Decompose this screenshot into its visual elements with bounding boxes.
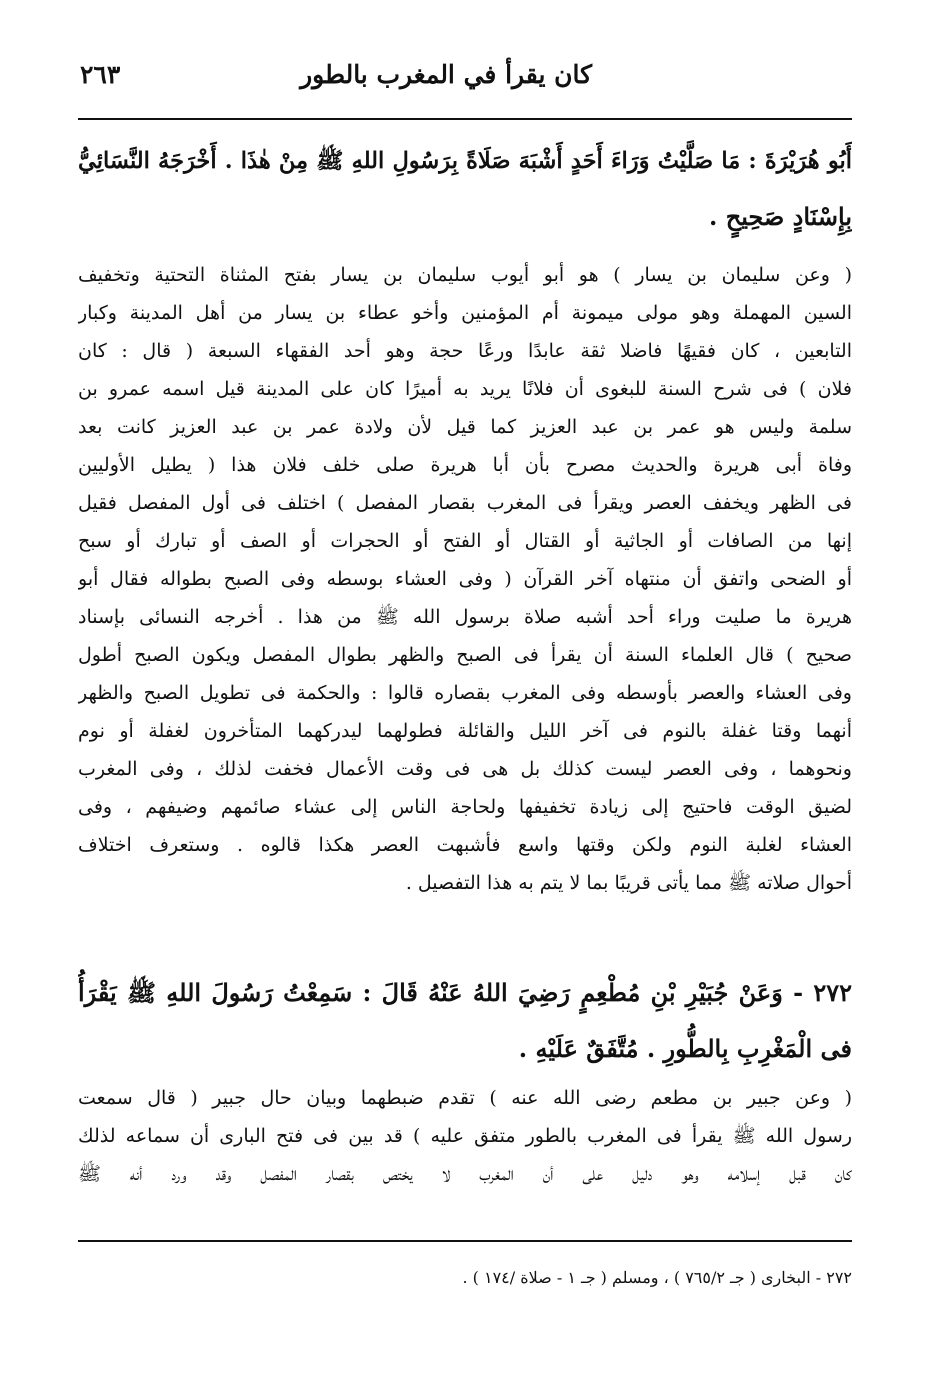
- text-line: فى الْمَغْرِبِ بِالطُّورِ . مُتَّفَقٌ عَلَيْهِ .: [518, 1034, 852, 1063]
- document-page: [78, 0, 852, 1387]
- page-number: ٢٦٣: [80, 60, 121, 89]
- text-line: إنها من الصافات أو الجاثية أو القتال أو الفتح أو الحجرات أو الصف أو تبارك أو سبح: [78, 530, 852, 552]
- footnote-rule: [78, 1240, 852, 1242]
- text-line: أَبُو هُرَيْرَةَ : مَا صَلَّيْتُ وَرَاءَ أَحَدٍ أَشْبَهَ صَلَاةً بِرَسُولِ اللهِ ﷺ مِنْ هٰذَا . أَخْرَجَهُ النَّسَائِيُّ: [78, 148, 852, 174]
- text-line: وفى العشاء والعصر بأوسطه وفى المغرب بقصاره قالوا : والحكمة فى تطويل الصبح والظهر: [78, 682, 852, 704]
- text-line: ٢٧٢ - وَعَنْ جُبَيْرِ بْنِ مُطْعِمٍ رَضِيَ اللهُ عَنْهُ قَالَ : سَمِعْتُ رَسُولَ اللهِ ﷺ يَقْرَأُ: [78, 978, 852, 1007]
- hadith-272: [78, 965, 852, 1077]
- footnote: ٢٧٢ - البخارى ( جـ ٧٦٥/٢ ) ، ومسلم ( جـ ١ - صلاة /١٧٤ ) .: [462, 1268, 852, 1287]
- text-line: أو الضحى واتفق أن منتهاه آخر القرآن ( وفى العشاء بوسطه وفى الصبح بطواله فقال أبو: [78, 568, 852, 590]
- text-line: ونحوهما ، وفى العصر ليست كذلك بل هى فى وقت الأعمال فخفت لذلك ، وفى المغرب: [78, 758, 852, 780]
- text-line: بِإِسْنَادٍ صَحِيحٍ .: [708, 202, 852, 231]
- commentary-paragraph-1: [78, 256, 852, 902]
- text-line: صحيح ) قال العلماء السنة أن يقرأ فى الصبح والظهر بطوال المفصل ويكون الصبح أطول: [78, 644, 852, 666]
- text-line: كان قبل إسلامه وهو دليل على أن المغرب لا يختص بقصار المفصل وقد ورد أنه ﷺ: [78, 1163, 852, 1185]
- text-line: ( وعن سليمان بن يسار ) هو أبو أيوب سليمان بن يسار بفتح المثناة التحتية وتخفيف: [78, 264, 852, 286]
- text-line: لضيق الوقت فاحتيج إلى زيادة تخفيفها ولحاجة الناس إلى عشاء صائمهم وضيفهم ، وفى: [78, 796, 852, 818]
- text-line: فى الظهر ويخفف العصر ويقرأ فى المغرب بقصار المفصل ) اختلف فى أول المفصل فقيل: [78, 492, 852, 514]
- text-line: ( وعن جبير بن مطعم رضى الله عنه ) تقدم ضبطهما وبيان حال جبير ( قال سمعت: [78, 1087, 852, 1109]
- text-line: وفاة أبى هريرة والحديث مصرح بأن أبا هريرة صلى خلف فلان هذا ( يطيل الأوليين: [78, 454, 852, 476]
- text-line: هريرة ما صليت وراء أحد أشبه صلاة برسول الله ﷺ من هذا . أخرجه النسائى بإسناد: [78, 606, 852, 628]
- page-header: [78, 58, 852, 102]
- hadith-continuation: [78, 133, 852, 245]
- header-rule: [78, 118, 852, 120]
- text-line: أنهما وقتا غفلة بالنوم فى آخر الليل والقائلة فطولهما ليدركهما المتأخرون لغفلة أو نوم: [78, 720, 852, 742]
- text-line: العشاء لغلبة النوم ولكن وقتها واسع فأشبهت العصر هكذا قالوه . وستعرف اختلاف: [78, 834, 852, 856]
- text-line: أحوال صلاته ﷺ مما يأتى قريبًا بما لا يتم به هذا التفصيل .: [405, 872, 852, 894]
- text-line: التابعين ، كان فقيهًا فاضلا ثقة عابدًا ورعًا حجة وهو أحد الفقهاء السبعة ( قال : كان: [78, 340, 852, 362]
- text-line: فلان ) فى شرح السنة للبغوى أن فلانًا يريد به أميرًا كان على المدينة قيل اسمه عمرو بن: [78, 378, 852, 400]
- commentary-paragraph-2: [78, 1079, 852, 1193]
- text-line: السين المهملة وهو مولى ميمونة أم المؤمنين وأخو عطاء بن يسار من أهل المدينة وكبار: [78, 302, 852, 324]
- text-line: سلمة وليس هو عمر بن عبد العزيز كما قيل لأن ولادة عمر بن عبد العزيز كانت بعد: [78, 416, 852, 438]
- text-line: رسول الله ﷺ يقرأ فى المغرب بالطور متفق عليه ) قد بين فى فتح البارى أن سماعه لذلك: [78, 1125, 852, 1147]
- running-title: كان يقرأ في المغرب بالطور: [300, 60, 592, 89]
